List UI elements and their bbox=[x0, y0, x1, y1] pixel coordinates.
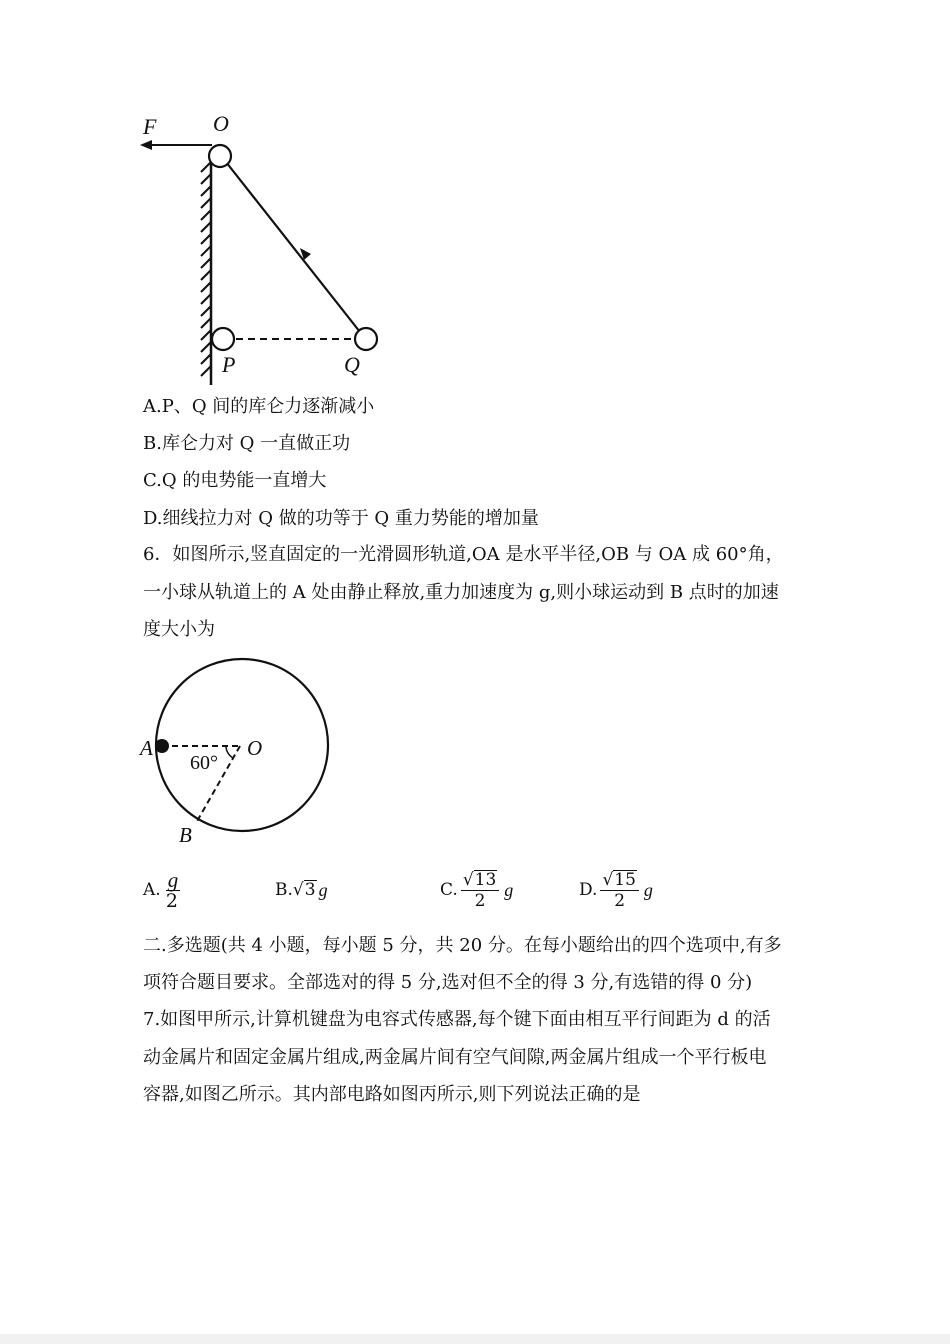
q6-option-a-num: g bbox=[167, 867, 179, 892]
label-f: F bbox=[143, 114, 157, 139]
q6-option-d-radical bbox=[602, 870, 636, 890]
q6-line-2: 一小球从轨道上的 A 处由静止释放,重力加速度为 g,则小球运动到 B 点时的加速 bbox=[143, 582, 779, 603]
label-a: A bbox=[140, 736, 153, 760]
q6-option-c-radical bbox=[463, 870, 497, 890]
label-q: Q bbox=[344, 352, 360, 377]
q7-line-3: 容器,如图乙所示。其内部电路如图丙所示,则下列说法正确的是 bbox=[143, 1084, 641, 1105]
q6-option-b-radicand: 3 bbox=[304, 880, 316, 900]
q6-line-3: 度大小为 bbox=[143, 619, 215, 640]
string-line bbox=[226, 162, 360, 332]
label-o: O bbox=[213, 111, 229, 136]
q6-option-c bbox=[440, 868, 513, 912]
q5-option-d: D.细线拉力对 Q 做的功等于 Q 重力势能的增加量 bbox=[143, 508, 539, 529]
q6-option-c-den: 2 bbox=[474, 890, 486, 911]
page-bottom-strip bbox=[0, 1334, 950, 1344]
q6-option-b bbox=[275, 868, 328, 912]
angle-arc bbox=[226, 746, 233, 758]
circular-track-figure bbox=[140, 650, 340, 850]
q6-option-c-num bbox=[461, 870, 499, 891]
sqrt-symbol: √ bbox=[602, 869, 614, 890]
ball-q bbox=[355, 328, 377, 350]
q6-option-b-prefix: B. bbox=[275, 880, 293, 900]
label-o2: O bbox=[247, 736, 263, 760]
q6-option-d-prefix: D. bbox=[579, 880, 598, 900]
q6-option-a-den: 2 bbox=[165, 889, 178, 912]
q6-option-c-radicand: 13 bbox=[474, 869, 497, 890]
ball-p bbox=[212, 328, 234, 350]
q6-option-c-var: g bbox=[504, 879, 514, 900]
q6-option-a-prefix: A. bbox=[143, 880, 161, 900]
force-arrowhead bbox=[140, 140, 152, 150]
q6-option-d-radicand: 15 bbox=[614, 869, 636, 890]
q7-line-1: 7.如图甲所示,计算机键盘为电容式传感器,每个键下面由相互平行间距为 d 的活 bbox=[143, 1009, 771, 1030]
q6-option-b-radical bbox=[293, 880, 317, 900]
sqrt-symbol: √ bbox=[462, 869, 474, 890]
pulley-wall-figure bbox=[120, 110, 400, 390]
section2-line-2: 项符合题目要求。全部选对的得 5 分,选对但不全的得 3 分,有选错的得 0 分) bbox=[143, 972, 753, 993]
q6-option-a bbox=[143, 868, 183, 912]
section2-line-1: 二.多选题(共 4 小题，每小题 5 分，共 20 分。在每小题给出的四个选项中,有多 bbox=[143, 935, 782, 956]
q6-option-d bbox=[579, 868, 653, 912]
q6-option-d-var: g bbox=[643, 879, 653, 900]
q5-option-b: B.库仑力对 Q 一直做正功 bbox=[143, 433, 351, 454]
q5-option-a: A.P、Q 间的库仑力逐渐减小 bbox=[143, 396, 375, 417]
q6-option-d-fraction bbox=[600, 870, 638, 911]
wall-hatching bbox=[201, 162, 211, 376]
q6-option-c-fraction bbox=[461, 870, 499, 911]
label-b: B bbox=[179, 823, 192, 847]
ball-a bbox=[155, 739, 169, 753]
q6-option-a-fraction bbox=[164, 867, 181, 912]
q6-option-c-prefix: C. bbox=[440, 880, 458, 900]
q6-option-b-var: g bbox=[318, 879, 328, 900]
sqrt-symbol: √ bbox=[292, 880, 304, 900]
q5-option-c: C.Q 的电势能一直增大 bbox=[143, 470, 327, 491]
angle-label: 60° bbox=[190, 752, 218, 774]
pulley-circle bbox=[209, 145, 231, 167]
q6-option-d-den: 2 bbox=[614, 890, 626, 911]
track-circle bbox=[156, 659, 328, 831]
q6-option-d-num bbox=[600, 870, 638, 891]
q6-line-1: 6．如图所示,竖直固定的一光滑圆形轨道,OA 是水平半径,OB 与 OA 成 60°角， bbox=[143, 544, 784, 565]
q7-line-2: 动金属片和固定金属片组成,两金属片间有空气间隙,两金属片组成一个平行板电 bbox=[143, 1047, 767, 1068]
label-p: P bbox=[222, 352, 236, 377]
